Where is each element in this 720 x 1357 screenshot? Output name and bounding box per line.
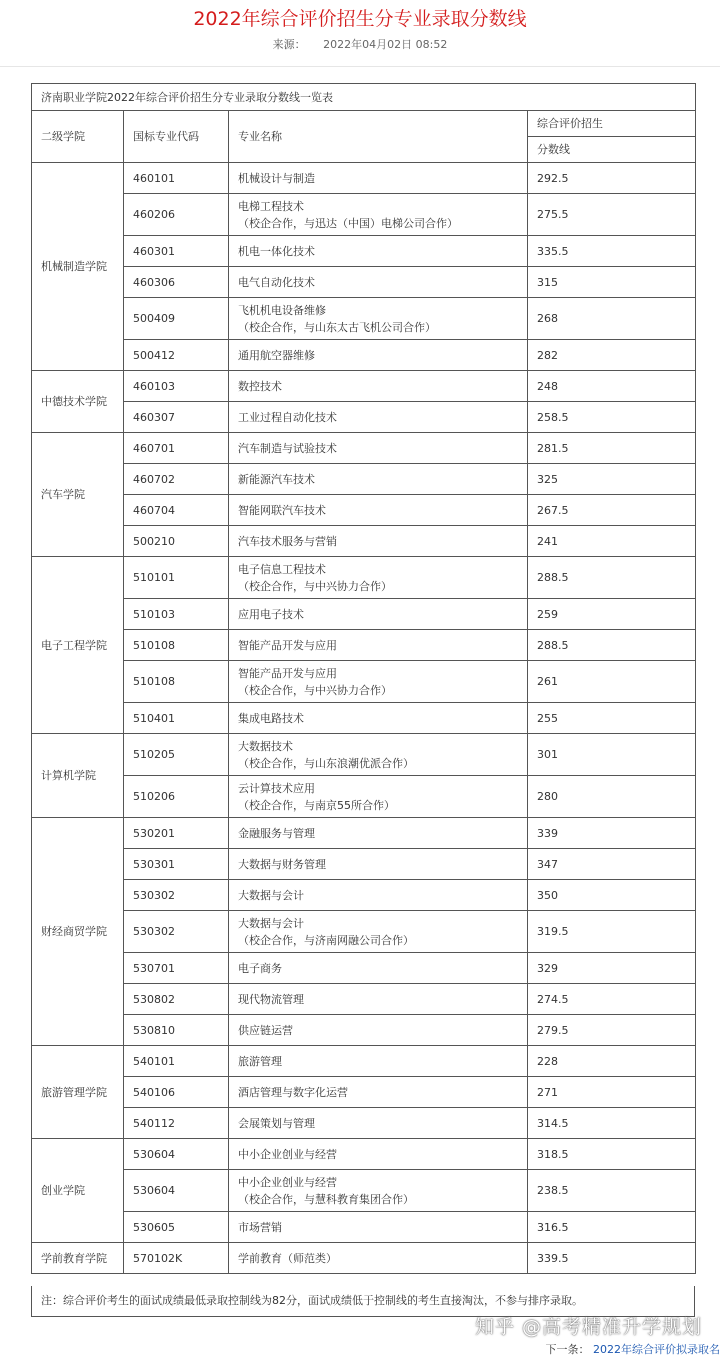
- code-cell: 500210: [124, 526, 229, 557]
- major-cell: [229, 1015, 528, 1046]
- major-cell: [229, 703, 528, 734]
- table-row: [32, 402, 696, 433]
- college-cell: 电子工程学院: [32, 557, 124, 734]
- major-cell: [229, 818, 528, 849]
- score-cell: 271: [528, 1077, 696, 1108]
- major-cell: [229, 599, 528, 630]
- table-row: [32, 340, 696, 371]
- code-cell: 460103: [124, 371, 229, 402]
- major-name: 市场营销: [238, 1219, 527, 1236]
- score-cell: 275.5: [528, 194, 696, 236]
- code-cell: 530302: [124, 880, 229, 911]
- college-cell: 汽车学院: [32, 433, 124, 557]
- major-cell: [229, 298, 528, 340]
- table-row: [32, 1243, 696, 1274]
- major-cell: [229, 630, 528, 661]
- code-cell: 530802: [124, 984, 229, 1015]
- code-cell: 460701: [124, 433, 229, 464]
- code-cell: 530810: [124, 1015, 229, 1046]
- score-cell: 318.5: [528, 1139, 696, 1170]
- score-cell: 280: [528, 776, 696, 818]
- major-cell: [229, 734, 528, 776]
- score-cell: 248: [528, 371, 696, 402]
- table-row: [32, 1077, 696, 1108]
- college-cell: 计算机学院: [32, 734, 124, 818]
- header-major: 专业名称: [229, 111, 528, 163]
- score-cell: 268: [528, 298, 696, 340]
- major-cell: [229, 402, 528, 433]
- code-cell: 530302: [124, 911, 229, 953]
- major-cell: [229, 194, 528, 236]
- table-footnote: 注：综合评价考生的面试成绩最低录取控制线为82分，面试成绩低于控制线的考生直接淘汰，不参与排序录取。: [31, 1286, 695, 1317]
- major-name: 机电一体化技术: [238, 243, 527, 260]
- score-cell: 281.5: [528, 433, 696, 464]
- major-cell: [229, 464, 528, 495]
- table-row: [32, 661, 696, 703]
- header-code: 国标专业代码: [124, 111, 229, 163]
- code-cell: 510108: [124, 661, 229, 703]
- major-name: 电子商务: [238, 960, 527, 977]
- code-cell: 460301: [124, 236, 229, 267]
- table-row: [32, 1046, 696, 1077]
- major-name: 现代物流管理: [238, 991, 527, 1008]
- score-cell: 258.5: [528, 402, 696, 433]
- table-row: [32, 298, 696, 340]
- score-cell: 325: [528, 464, 696, 495]
- score-cell: 339.5: [528, 1243, 696, 1274]
- major-cell: [229, 1243, 528, 1274]
- code-cell: 510401: [124, 703, 229, 734]
- table-row: [32, 433, 696, 464]
- code-cell: 460307: [124, 402, 229, 433]
- score-cell: 339: [528, 818, 696, 849]
- major-note: （校企合作，与山东太古飞机公司合作）: [238, 319, 527, 336]
- major-cell: [229, 340, 528, 371]
- code-cell: 460206: [124, 194, 229, 236]
- score-cell: 279.5: [528, 1015, 696, 1046]
- score-cell: 267.5: [528, 495, 696, 526]
- major-name: 通用航空器维修: [238, 347, 527, 364]
- major-name: 机械设计与制造: [238, 170, 527, 187]
- college-cell: 中德技术学院: [32, 371, 124, 433]
- major-name: 供应链运营: [238, 1022, 527, 1039]
- major-cell: [229, 1212, 528, 1243]
- major-cell: [229, 1139, 528, 1170]
- major-name: 大数据与会计: [238, 887, 527, 904]
- table-row: [32, 371, 696, 402]
- code-cell: 530201: [124, 818, 229, 849]
- table-row: [32, 1212, 696, 1243]
- score-cell: 274.5: [528, 984, 696, 1015]
- table-row: [32, 911, 696, 953]
- score-cell: 301: [528, 734, 696, 776]
- major-name: 电梯工程技术: [238, 198, 527, 215]
- table-row: [32, 880, 696, 911]
- table-row: [32, 953, 696, 984]
- major-note: （校企合作，与迅达（中国）电梯公司合作）: [238, 215, 527, 232]
- major-cell: [229, 267, 528, 298]
- major-name: 汽车制造与试验技术: [238, 440, 527, 457]
- table-row: [32, 495, 696, 526]
- major-cell: [229, 236, 528, 267]
- major-name: 智能产品开发与应用: [238, 665, 527, 682]
- table-row: [32, 194, 696, 236]
- score-cell: 241: [528, 526, 696, 557]
- header-divider: [0, 66, 720, 67]
- header-score-group: 综合评价招生: [528, 111, 696, 137]
- table-row: [32, 1139, 696, 1170]
- major-cell: [229, 371, 528, 402]
- major-note: （校企合作，与中兴协力合作）: [238, 682, 527, 699]
- major-cell: [229, 984, 528, 1015]
- publish-date: 2022年04月02日 08:52: [323, 38, 447, 51]
- score-cell: 347: [528, 849, 696, 880]
- table-row: [32, 734, 696, 776]
- header-score: 分数线: [528, 137, 696, 163]
- code-cell: 510205: [124, 734, 229, 776]
- major-name: 电气自动化技术: [238, 274, 527, 291]
- next-label: 下一条：: [546, 1343, 590, 1356]
- score-cell: 329: [528, 953, 696, 984]
- table-row: [32, 599, 696, 630]
- code-cell: 540101: [124, 1046, 229, 1077]
- major-name: 金融服务与管理: [238, 825, 527, 842]
- code-cell: 530605: [124, 1212, 229, 1243]
- code-cell: 530604: [124, 1170, 229, 1212]
- score-cell: 319.5: [528, 911, 696, 953]
- code-cell: 460101: [124, 163, 229, 194]
- major-note: （校企合作，与南京55所合作）: [238, 797, 527, 814]
- major-name: 数控技术: [238, 378, 527, 395]
- code-cell: 460702: [124, 464, 229, 495]
- score-cell: 261: [528, 661, 696, 703]
- major-name: 新能源汽车技术: [238, 471, 527, 488]
- major-name: 集成电路技术: [238, 710, 527, 727]
- major-name: 应用电子技术: [238, 606, 527, 623]
- code-cell: 460704: [124, 495, 229, 526]
- code-cell: 510108: [124, 630, 229, 661]
- table-row: [32, 1170, 696, 1212]
- major-cell: [229, 1170, 528, 1212]
- major-name: 电子信息工程技术: [238, 561, 527, 578]
- major-cell: [229, 1077, 528, 1108]
- code-cell: 460306: [124, 267, 229, 298]
- major-cell: [229, 163, 528, 194]
- table-row: [32, 776, 696, 818]
- major-cell: [229, 1108, 528, 1139]
- code-cell: 500409: [124, 298, 229, 340]
- code-cell: 510103: [124, 599, 229, 630]
- score-cell: 350: [528, 880, 696, 911]
- major-cell: [229, 911, 528, 953]
- table-row: [32, 703, 696, 734]
- score-cell: 316.5: [528, 1212, 696, 1243]
- article-meta: [0, 38, 720, 52]
- table-row: [32, 849, 696, 880]
- score-cell: 228: [528, 1046, 696, 1077]
- code-cell: 500412: [124, 340, 229, 371]
- code-cell: 570102K: [124, 1243, 229, 1274]
- major-name: 智能网联汽车技术: [238, 502, 527, 519]
- table-row: [32, 630, 696, 661]
- major-name: 旅游管理: [238, 1053, 527, 1070]
- major-cell: [229, 495, 528, 526]
- major-cell: [229, 433, 528, 464]
- major-name: 工业过程自动化技术: [238, 409, 527, 426]
- score-cell: 282: [528, 340, 696, 371]
- code-cell: 510206: [124, 776, 229, 818]
- table-row: [32, 1015, 696, 1046]
- major-name: 中小企业创业与经营: [238, 1146, 527, 1163]
- major-name: 学前教育（师范类）: [238, 1250, 527, 1267]
- table-row: [32, 236, 696, 267]
- college-cell: 学前教育学院: [32, 1243, 124, 1274]
- code-cell: 510101: [124, 557, 229, 599]
- score-cell: 255: [528, 703, 696, 734]
- table-caption: 济南职业学院2022年综合评价招生分专业录取分数线一览表: [32, 84, 696, 111]
- major-name: 云计算技术应用: [238, 780, 527, 797]
- next-article-link[interactable]: 2022年综合评价拟录取名: [593, 1343, 720, 1356]
- page-title: 2022年综合评价招生分专业录取分数线: [0, 6, 720, 32]
- college-cell: 机械制造学院: [32, 163, 124, 371]
- major-name: 酒店管理与数字化运营: [238, 1084, 527, 1101]
- score-cell: 238.5: [528, 1170, 696, 1212]
- table-row: [32, 1108, 696, 1139]
- score-cell: 259: [528, 599, 696, 630]
- source-label: 来源：: [273, 38, 306, 51]
- major-cell: [229, 557, 528, 599]
- major-note: （校企合作，与山东浪潮优派合作）: [238, 755, 527, 772]
- major-cell: [229, 526, 528, 557]
- code-cell: 540112: [124, 1108, 229, 1139]
- code-cell: 530701: [124, 953, 229, 984]
- college-cell: 旅游管理学院: [32, 1046, 124, 1139]
- table-row: [32, 464, 696, 495]
- score-table: [31, 83, 696, 1274]
- code-cell: 540106: [124, 1077, 229, 1108]
- college-cell: 财经商贸学院: [32, 818, 124, 1046]
- major-cell: [229, 849, 528, 880]
- college-cell: 创业学院: [32, 1139, 124, 1243]
- major-name: 飞机机电设备维修: [238, 302, 527, 319]
- score-cell: 335.5: [528, 236, 696, 267]
- major-note: （校企合作，与慧科教育集团合作）: [238, 1191, 527, 1208]
- major-name: 大数据与会计: [238, 915, 527, 932]
- major-cell: [229, 953, 528, 984]
- major-name: 智能产品开发与应用: [238, 637, 527, 654]
- zhihu-watermark: 知乎 @高考精准升学规划: [475, 1312, 702, 1339]
- score-cell: 288.5: [528, 630, 696, 661]
- score-cell: 315: [528, 267, 696, 298]
- major-name: 大数据与财务管理: [238, 856, 527, 873]
- major-name: 汽车技术服务与营销: [238, 533, 527, 550]
- table-row: [32, 984, 696, 1015]
- table-row: [32, 818, 696, 849]
- table-row: [32, 526, 696, 557]
- major-cell: [229, 776, 528, 818]
- code-cell: 530604: [124, 1139, 229, 1170]
- score-cell: 314.5: [528, 1108, 696, 1139]
- code-cell: 530301: [124, 849, 229, 880]
- major-name: 中小企业创业与经营: [238, 1174, 527, 1191]
- major-note: （校企合作，与济南网融公司合作）: [238, 932, 527, 949]
- major-cell: [229, 1046, 528, 1077]
- table-row: [32, 557, 696, 599]
- major-note: （校企合作，与中兴协力合作）: [238, 578, 527, 595]
- score-cell: 288.5: [528, 557, 696, 599]
- major-cell: [229, 661, 528, 703]
- major-name: 大数据技术: [238, 738, 527, 755]
- header-college: 二级学院: [32, 111, 124, 163]
- major-cell: [229, 880, 528, 911]
- score-cell: 292.5: [528, 163, 696, 194]
- table-row: [32, 163, 696, 194]
- next-article: [546, 1341, 720, 1357]
- table-row: [32, 267, 696, 298]
- major-name: 会展策划与管理: [238, 1115, 527, 1132]
